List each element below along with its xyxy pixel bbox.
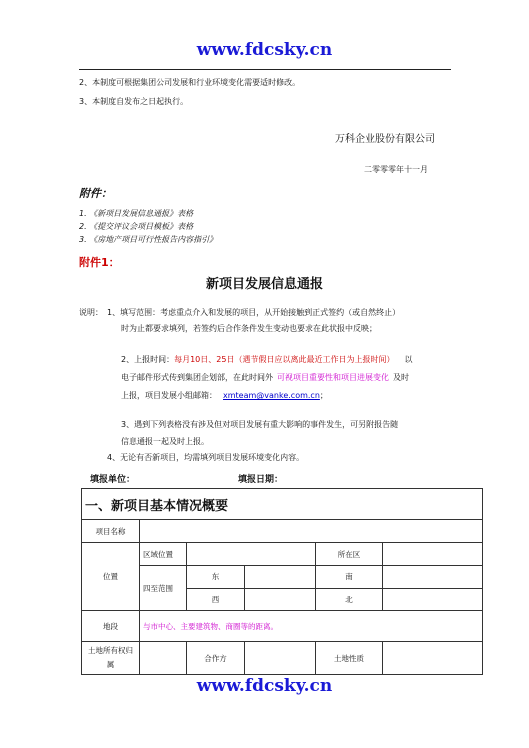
- notes-lead: 说明：: [79, 308, 103, 317]
- east-field[interactable]: [245, 566, 316, 589]
- west-field[interactable]: [245, 588, 316, 611]
- note-2c: [121, 390, 328, 401]
- south-field[interactable]: [383, 566, 483, 589]
- email-link[interactable]: xmteam@vanke.com.cn: [223, 391, 320, 400]
- lot-label: 地段: [82, 611, 140, 642]
- region-field[interactable]: [187, 543, 316, 566]
- company-name: 万科企业股份有限公司: [335, 134, 435, 145]
- note-1b: 时为止都要求填列，若签约后合作条件发生变动也要求在此状报中反映；: [121, 324, 377, 333]
- issue-date: 二零零零年十一月: [364, 165, 428, 174]
- east-label: 东: [187, 566, 245, 589]
- attachment-item-2: 2. 《提交评议会项目模板》表格: [79, 222, 194, 231]
- fill-unit-label: 填报单位：: [90, 475, 136, 485]
- note-2c-prefix: 上报，项目发展小组邮箱：: [121, 391, 217, 400]
- header-rule: [79, 69, 451, 70]
- note-3b: 信息通报一起及时上报。: [121, 437, 209, 446]
- land-nature-field[interactable]: [383, 642, 483, 675]
- north-field[interactable]: [383, 588, 483, 611]
- district-label: 所在区: [316, 543, 383, 566]
- note-2a: [121, 354, 412, 365]
- land-owner-field[interactable]: [140, 642, 187, 675]
- south-label: 南: [316, 566, 383, 589]
- note-2-suffix: 以: [404, 355, 413, 364]
- clause-2: 2、本制度可根据集团公司发展和行业环境变化需要适时修改。: [79, 78, 301, 87]
- note-1a: 1、填写范围：考虑重点介入和发展的项目，从开始接触到正式签约（或自然终止）: [107, 308, 401, 317]
- partner-field[interactable]: [245, 642, 316, 675]
- note-2b-suffix: 及时: [393, 373, 409, 382]
- note-2c-suffix: ；: [319, 391, 328, 400]
- note-3a: 3、遇到下列表格没有涉及但对项目发展有重大影响的事件发生，可另附报告随: [121, 420, 399, 429]
- land-nature-label: 土地性质: [316, 642, 383, 675]
- west-label: 西: [187, 588, 245, 611]
- attachments-heading: 附件：: [79, 187, 112, 200]
- partner-label: 合作方: [187, 642, 245, 675]
- boundary-label: 四至范围: [140, 566, 187, 611]
- watermark-top: www.fdcsky.cn: [196, 40, 333, 60]
- clause-3: 3、本制度自发布之日起执行。: [79, 97, 189, 106]
- land-owner-label: 土地所有权归属: [82, 642, 140, 675]
- note-4: 4、无论有否新项目，均需填列项目发展环境变化内容。: [107, 453, 305, 462]
- form-title: 新项目发展信息通报: [205, 277, 323, 292]
- location-label: 位置: [82, 543, 140, 611]
- attachment-item-1: 1. 《新项目发展信息通报》表格: [79, 209, 194, 218]
- project-name-field[interactable]: [140, 520, 483, 543]
- note-2b: [121, 372, 409, 383]
- note-2-time: 每月10日、25日（遇节假日应以离此最近工作日为上报时间）: [174, 355, 395, 364]
- region-label: 区域位置: [140, 543, 187, 566]
- note-2b-prefix: 电子邮件形式传到集团企划部，在此时间外: [121, 373, 273, 382]
- fill-date-label: 填报日期：: [238, 475, 284, 485]
- lot-hint[interactable]: 与市中心、主要建筑物、商圈等的距离。: [140, 611, 483, 642]
- annex-label: 附件1：: [79, 256, 120, 269]
- district-field[interactable]: [383, 543, 483, 566]
- section-title: 一、新项目基本情况概要: [82, 489, 483, 520]
- north-label: 北: [316, 588, 383, 611]
- note-2b-highlight: 可视项目重要性和项目进展变化: [277, 373, 389, 382]
- project-info-table: [81, 488, 483, 675]
- attachment-item-3: 3. 《房地产项目可行性报告内容指引》: [79, 235, 218, 244]
- project-name-label: 项目名称: [82, 520, 140, 543]
- watermark-bottom: www.fdcsky.cn: [196, 676, 333, 696]
- note-2-prefix: 2、上报时间：: [121, 355, 175, 364]
